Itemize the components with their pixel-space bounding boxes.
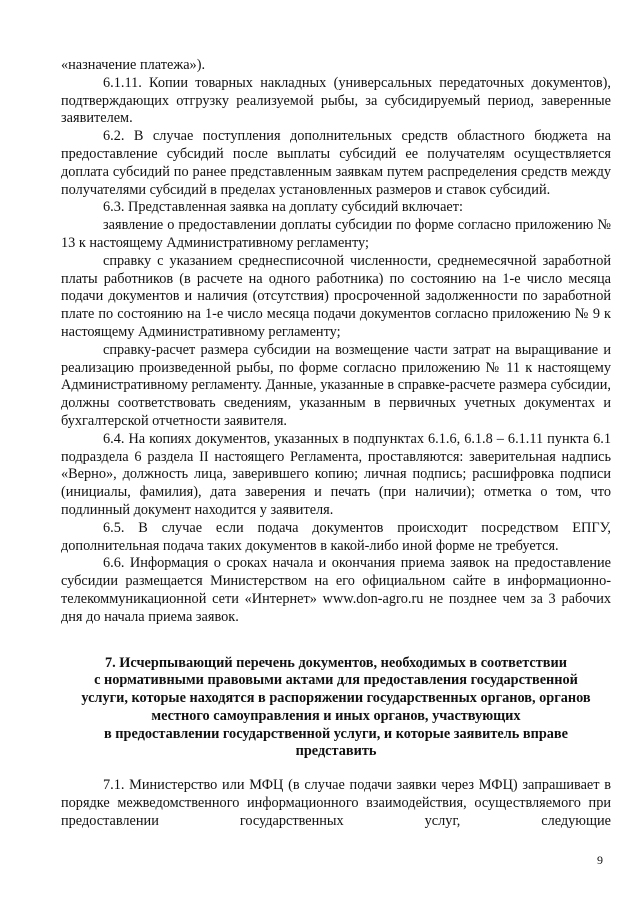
paragraph: 6.5. В случае если подача документов происходит посредством ЕПГУ, дополнительная подача таких документов в какой-либо иной форме не требуется. bbox=[61, 519, 611, 554]
page-number: 9 bbox=[597, 853, 603, 867]
paragraph: 6.4. На копиях документов, указанных в подпунктах 6.1.6, 6.1.8 – 6.1.11 пункта 6.1 подраздела 6 раздела II настоящего Регламента, проставляются: заверительная надпись «Верно», должность лица, заверившего копию; личная подпись; расшифровка подписи (инициалы, фамилия), дата заверения и печать (при наличии); отметка о том, что подлинный документ находится у заявителя. bbox=[61, 430, 611, 518]
paragraph: 6.1.11. Копии товарных накладных (универсальных передаточных документов), подтверждающих отгрузку реализуемой рыбы, за субсидируемый период, заверенные заявителем. bbox=[61, 74, 611, 127]
heading-line: 7. Исчерпывающий перечень документов, необходимых в соответствии bbox=[104, 654, 568, 671]
document-body bbox=[61, 57, 611, 831]
paragraph: заявление о предоставлении доплаты субсидии по форме согласно приложению № 13 к настоящему Административному регламенту; bbox=[61, 217, 611, 251]
paragraph: «назначение платежа»). bbox=[61, 57, 206, 73]
paragraph: 7.1. Министерство или МФЦ (в случае подачи заявки через МФЦ) запрашивает в порядке межведомственного информационного взаимодействия, осуществляемого при предоставлении государственных услуг, следующие bbox=[61, 777, 611, 829]
heading-line: местного самоуправления и иных органов, участвующих bbox=[151, 707, 521, 724]
paragraph: 6.2. В случае поступления дополнительных средств областного бюджета на предоставление субсидий после выплаты субсидий ее получателям осуществляется доплата субсидий по ранее представленным заявкам путем распределения средств между получателями субсидий в пределах установленных размеров и ставок субсидий. bbox=[61, 128, 611, 198]
heading-line: услуги, которые находятся в распоряжении государственных органов, органов bbox=[81, 690, 591, 707]
section-heading bbox=[61, 655, 611, 762]
paragraph: справку-расчет размера субсидии на возмещение части затрат на выращивание и реализацию произведенной рыбы, по форме согласно приложению № 11 к настоящему Административному регламенту. Данные, указанные в справке-расчете размера субсидии, должны соответствовать сведениям, указанным в первичных учетных документах и бухгалтерской отчетности заявителя. bbox=[61, 341, 611, 429]
heading-line: представить bbox=[295, 743, 377, 760]
heading-line: с нормативными правовыми актами для предоставления государственной bbox=[94, 672, 578, 689]
heading-line: в предоставлении государственной услуги, и которые заявитель вправе bbox=[104, 725, 568, 742]
paragraph: 6.6. Информация о сроках начала и окончания приема заявок на предоставление субсидии размещается Министерством на его официальном сайте в информационно-телекоммуникационной сети «Интернет» www.don-agro.ru не позднее чем за 3 рабочих дня до начала приема заявок. bbox=[61, 555, 611, 625]
paragraph: 6.3. Представленная заявка на доплату субсидий включает: bbox=[103, 199, 463, 216]
paragraph: справку с указанием среднесписочной численности, среднемесячной заработной платы работников (в расчете на одного работника) по состоянию на 1-е число месяца подачи документов и наличия (отсутствия) просроченной задолженности по заработной плате по состоянию на 1-е число месяца подачи документов согласно приложению № 9 к настоящему Административному регламенту; bbox=[61, 252, 611, 340]
